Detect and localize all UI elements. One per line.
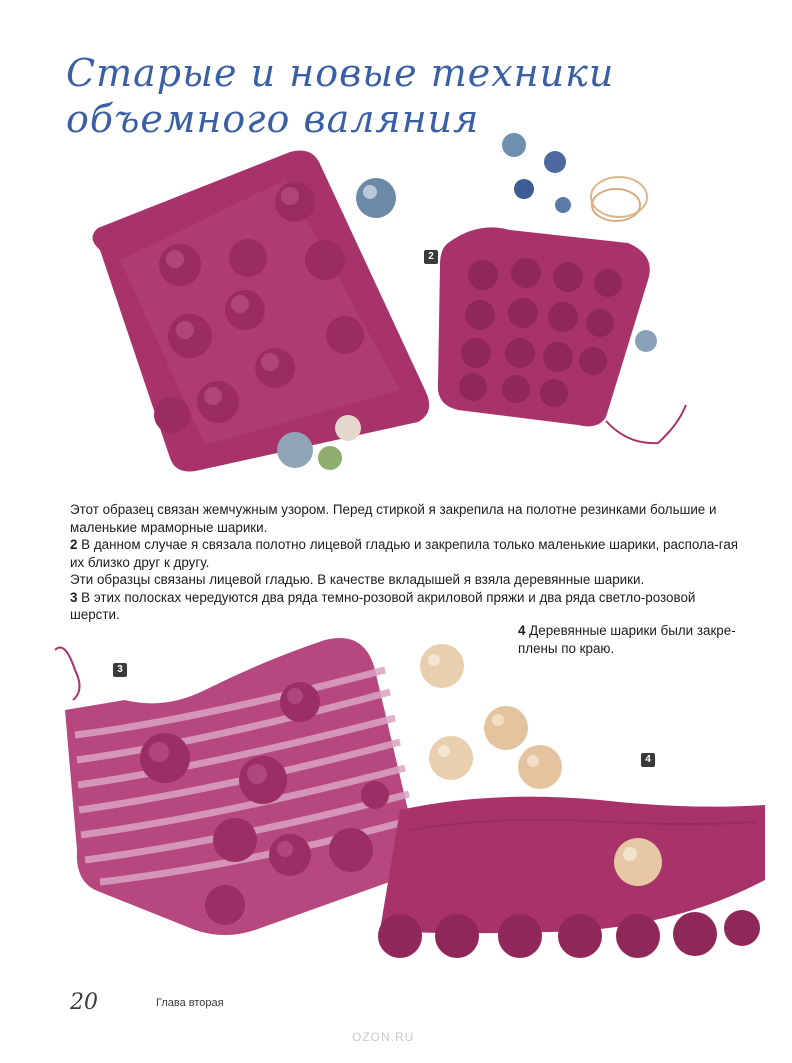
- swatch-small-marble-photo: [428, 125, 698, 465]
- swatch-large-marble-photo: [80, 140, 440, 480]
- caption-block: [70, 501, 740, 624]
- title-line-2: объемного валяния: [66, 97, 480, 141]
- caption-paragraph-4: [70, 589, 740, 624]
- swatch-wooden-balls-photo: [370, 640, 780, 980]
- caption-number-3: 3: [70, 589, 78, 605]
- caption-paragraph-3: Эти образцы связаны лицевой гладью. В качестве вкладышей я взяла деревянные шарики.: [70, 572, 645, 587]
- caption-paragraph-2: [70, 536, 740, 571]
- caption-text-2: В данном случае я связала полотно лицевой гладью и закрепила только маленькие шарики, распола-гая их близко друг к другу.: [70, 537, 739, 570]
- page-number: 20: [70, 990, 98, 1015]
- caption-paragraph-1: Этот образец связан жемчужным узором. Перед стиркой я закрепила на полотне резинками большие и маленькие мраморные шарики.: [70, 502, 717, 535]
- title-line-1: Старые и новые техники: [66, 51, 615, 95]
- caption-number-4: 4: [518, 623, 526, 638]
- figure-label-4: 4: [641, 753, 655, 767]
- chapter-name: Глава вторая: [156, 997, 224, 1009]
- figure-label-2: 2: [424, 250, 438, 264]
- caption-text-4: Деревянные шарики были закре-плены по краю.: [518, 623, 736, 656]
- caption-number-2: 2: [70, 537, 78, 552]
- swatch-striped-photo: [45, 630, 425, 960]
- watermark: OZON.RU: [352, 1030, 415, 1044]
- caption-text-3: В этих полосках чередуются два ряда темно-розовой акриловой пряжи и два ряда светло-розовой шерсти.: [70, 589, 696, 622]
- figure-label-3: 3: [113, 663, 127, 677]
